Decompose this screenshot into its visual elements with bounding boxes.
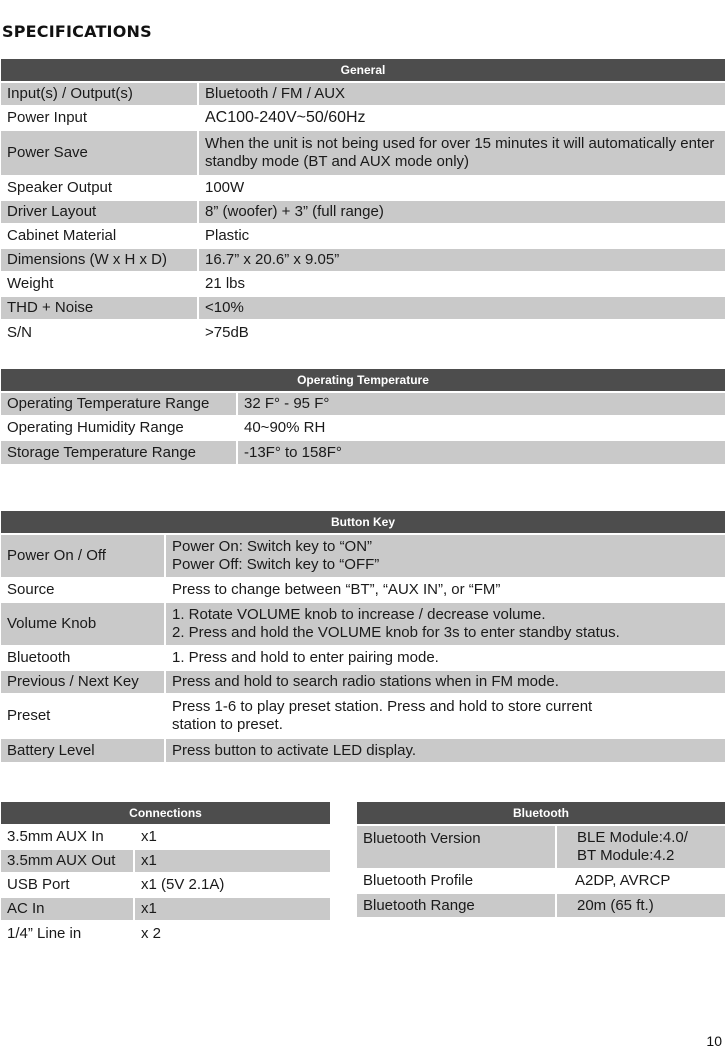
bluetooth-header: Bluetooth [357, 802, 725, 825]
table-row [1, 392, 725, 416]
spec-label: Volume Knob [1, 602, 165, 646]
spec-value: -13F° to 158F° [237, 440, 725, 464]
spec-label: Battery Level [1, 738, 165, 762]
spec-label: Bluetooth Range [357, 893, 556, 917]
spec-value: A2DP, AVRCP [556, 869, 725, 893]
operating-temperature-table [1, 369, 725, 464]
spec-value-line: Power Off: Switch key to “OFF” [172, 556, 380, 573]
spec-label: Speaker Output [1, 176, 198, 200]
table-header-row [1, 369, 725, 392]
button-key-table [1, 511, 725, 762]
spec-value: When the unit is not being used for over 15 minutes it will automatically enter standby mode (BT and AUX mode only) [198, 130, 725, 176]
spec-label: USB Port [1, 873, 134, 897]
spec-label: Input(s) / Output(s) [1, 82, 198, 106]
spec-label: 3.5mm AUX In [1, 825, 134, 849]
spec-value-line: station to preset. [172, 716, 283, 733]
operating-temperature-header: Operating Temperature [1, 369, 725, 392]
table-row [1, 578, 725, 602]
spec-value: Plastic [198, 224, 725, 248]
spec-label: Previous / Next Key [1, 670, 165, 694]
table-row [1, 534, 725, 578]
general-header: General [1, 59, 725, 82]
spec-label: Source [1, 578, 165, 602]
table-row [1, 670, 725, 694]
table-row [1, 106, 725, 130]
table-row [1, 272, 725, 296]
bluetooth-table [357, 802, 725, 917]
spec-label: Cabinet Material [1, 224, 198, 248]
spec-value: Bluetooth / FM / AUX [198, 82, 725, 106]
spec-label: S/N [1, 320, 198, 344]
spec-value: x 2 [134, 921, 330, 945]
table-row [1, 200, 725, 224]
spec-label: Preset [1, 694, 165, 738]
spec-value: 32 F° - 95 F° [237, 392, 725, 416]
spec-label: Driver Layout [1, 200, 198, 224]
table-row [1, 416, 725, 440]
spec-label: Bluetooth Profile [357, 869, 556, 893]
spec-label: Storage Temperature Range [1, 440, 237, 464]
table-row [357, 893, 725, 917]
spec-label: Dimensions (W x H x D) [1, 248, 198, 272]
spec-value: Press and hold to search radio stations when in FM mode. [165, 670, 725, 694]
spec-value: 16.7” x 20.6” x 9.05” [198, 248, 725, 272]
spec-value: x1 (5V 2.1A) [134, 873, 330, 897]
page-number: 10 [706, 1033, 722, 1049]
spec-value [165, 694, 725, 738]
table-row [1, 602, 725, 646]
spec-value: x1 [134, 825, 330, 849]
table-row [1, 296, 725, 320]
table-header-row [1, 59, 725, 82]
table-row [1, 873, 330, 897]
button-key-header: Button Key [1, 511, 725, 534]
table-header-row [357, 802, 725, 825]
spec-value-line: Press 1-6 to play preset station. Press and hold to store current [172, 698, 593, 715]
spec-value: 20m (65 ft.) [556, 893, 725, 917]
table-row [357, 825, 725, 869]
spec-value [165, 602, 725, 646]
connections-header: Connections [1, 802, 330, 825]
table-row [1, 738, 725, 762]
spec-label: Operating Humidity Range [1, 416, 237, 440]
spec-label: Bluetooth Version [357, 825, 556, 869]
table-row [1, 646, 725, 670]
table-row [1, 176, 725, 200]
spec-value: 1. Press and hold to enter pairing mode. [165, 646, 725, 670]
spec-value-line: 1. Rotate VOLUME knob to increase / decrease volume. [172, 606, 546, 623]
spec-value: >75dB [198, 320, 725, 344]
spec-value: 8” (woofer) + 3” (full range) [198, 200, 725, 224]
spec-label: Operating Temperature Range [1, 392, 237, 416]
spec-label: AC In [1, 897, 134, 921]
spec-label: Power Save [1, 130, 198, 176]
spec-label: Power Input [1, 106, 198, 130]
table-header-row [1, 511, 725, 534]
table-row [357, 869, 725, 893]
table-row [1, 248, 725, 272]
table-row [1, 320, 725, 344]
table-row [1, 224, 725, 248]
table-row [1, 921, 330, 945]
spec-value-line: 2. Press and hold the VOLUME knob for 3s to enter standby status. [172, 624, 620, 641]
table-row [1, 130, 725, 176]
spec-value: AC100-240V~50/60Hz [198, 106, 725, 130]
spec-label: Weight [1, 272, 198, 296]
spec-label: 3.5mm AUX Out [1, 849, 134, 873]
table-row [1, 825, 330, 849]
spec-value: <10% [198, 296, 725, 320]
spec-value-line: BT Module:4.2 [577, 847, 675, 864]
spec-value-line: BLE Module:4.0/ [577, 829, 688, 846]
spec-value: x1 [134, 897, 330, 921]
table-row [1, 694, 725, 738]
table-row [1, 849, 330, 873]
table-header-row [1, 802, 330, 825]
spec-value: x1 [134, 849, 330, 873]
table-row [1, 897, 330, 921]
spec-value [556, 825, 725, 869]
table-row [1, 82, 725, 106]
spec-label: Bluetooth [1, 646, 165, 670]
table-row [1, 440, 725, 464]
spec-value: 40~90% RH [237, 416, 725, 440]
spec-value-line: Power On: Switch key to “ON” [172, 538, 373, 555]
spec-value: 100W [198, 176, 725, 200]
spec-label: THD + Noise [1, 296, 198, 320]
spec-value: Press button to activate LED display. [165, 738, 725, 762]
general-table [1, 59, 725, 344]
spec-label: Power On / Off [1, 534, 165, 578]
spec-value: 21 lbs [198, 272, 725, 296]
spec-label: 1/4” Line in [1, 921, 134, 945]
connections-table [1, 802, 330, 945]
spec-value [165, 534, 725, 578]
page-title: SPECIFICATIONS [2, 22, 152, 41]
spec-value: Press to change between “BT”, “AUX IN”, or “FM” [165, 578, 725, 602]
